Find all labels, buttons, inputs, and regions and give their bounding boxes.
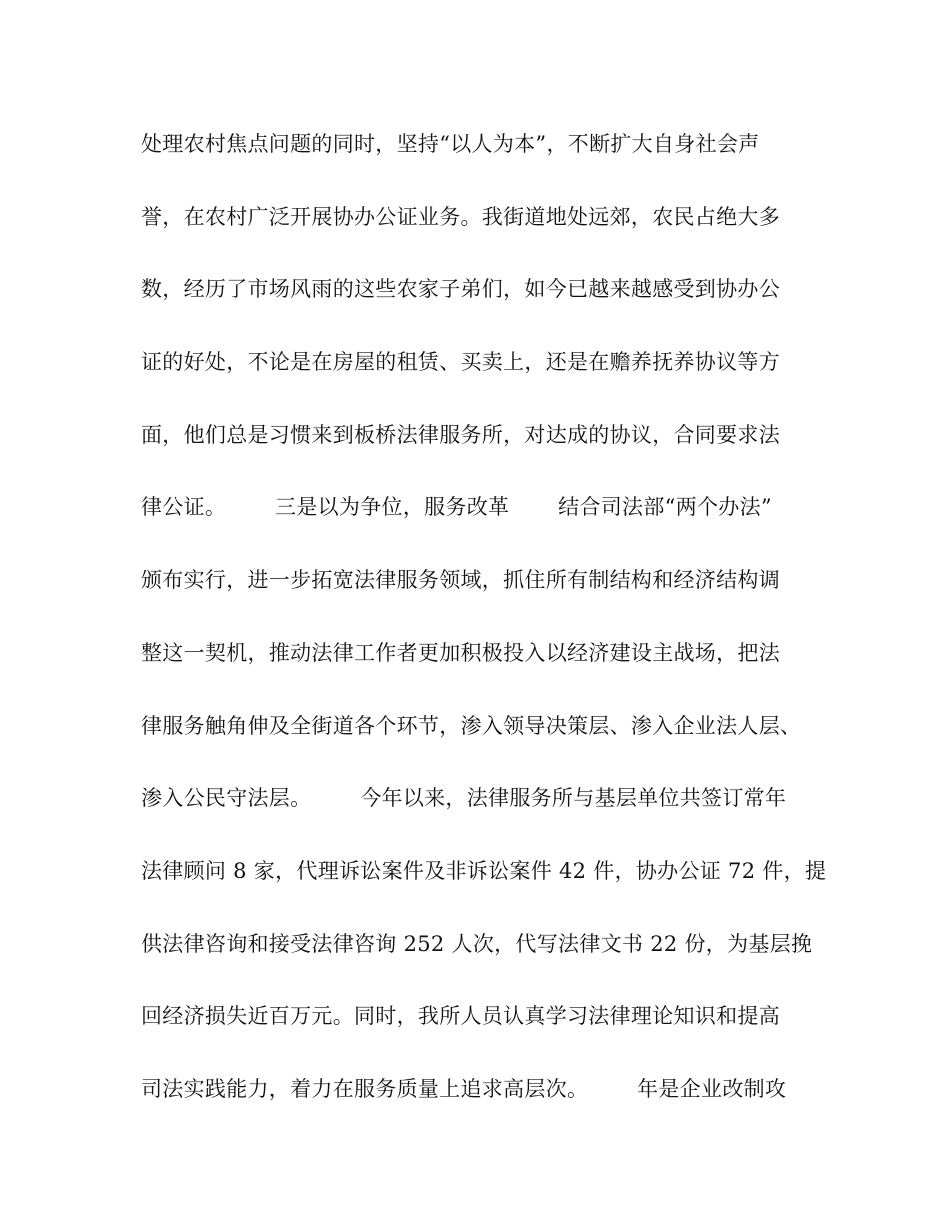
text-line-4: 证的好处，不论是在房屋的租赁、买卖上，还是在赡养抚养协议等方 xyxy=(141,350,780,375)
text-line-13: 回经济损失近百万元。同时，我所人员认真学习法律理论知识和提高 xyxy=(141,1004,780,1029)
text-line-1: 处理农村焦点问题的同时，坚持“以人为本”，不断扩大自身社会声 xyxy=(141,132,760,156)
text-line-10: 渗入公民守法层。 今年以来，法律服务所与基层单位共签订常年 xyxy=(141,786,787,811)
text-line-7: 颁布实行，进一步拓宽法律服务领域，抓住所有制结构和经济结构调 xyxy=(141,568,780,593)
text-line-12: 供法律咨询和接受法律咨询 252 人次，代写法律文书 22 份，为基层挽 xyxy=(141,931,813,956)
document-body xyxy=(141,122,827,1140)
text-line-9: 律服务触角伸及全街道各个环节，渗入领导决策层、渗入企业法人层、 xyxy=(141,713,802,738)
text-line-6: 律公证。 三是以为争位，服务改革 结合司法部“两个办法” xyxy=(141,495,772,520)
text-line-8: 整这一契机，推动法律工作者更加积极投入以经济建设主战场，把法 xyxy=(141,640,780,665)
text-line-2: 誉，在农村广泛开展协办公证业务。我街道地处远郊，农民占绝大多 xyxy=(141,204,780,229)
text-line-11: 法律顾问 8 家，代理诉讼案件及非诉讼案件 42 件，协办公证 72 件，提 xyxy=(141,858,827,883)
text-line-3: 数，经历了市场风雨的这些农家子弟们，如今已越来越感受到协办公 xyxy=(141,277,780,302)
text-line-5: 面，他们总是习惯来到板桥法律服务所，对达成的协议，合同要求法 xyxy=(141,422,780,447)
text-line-14: 司法实践能力，着力在服务质量上追求高层次。 年是企业改制攻 xyxy=(141,1076,787,1101)
